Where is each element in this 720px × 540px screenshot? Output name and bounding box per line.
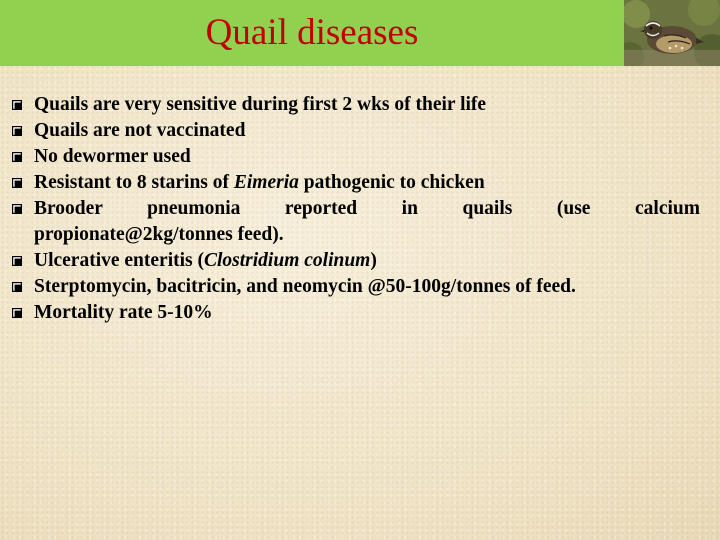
species-name: Clostridium colinum: [204, 250, 371, 271]
square-bullet-icon: [12, 100, 22, 110]
square-bullet-icon: [12, 282, 22, 292]
square-bullet-icon: [12, 308, 22, 318]
square-bullet-icon: [12, 152, 22, 162]
quail-photo: [624, 0, 720, 66]
bullet-list: [0, 92, 720, 326]
list-item: [0, 118, 720, 144]
bullet-text: Mortality rate 5-10%: [34, 302, 213, 323]
bullet-text: [34, 248, 700, 274]
bullet-text-line: Brooder pneumonia reported in quails (use calcium: [34, 198, 700, 219]
bullet-text-part: ): [370, 250, 377, 271]
list-item: [0, 144, 720, 170]
bullet-text-part: pathogenic to chicken: [298, 172, 485, 193]
bullet-text: [34, 196, 700, 248]
list-item: [0, 170, 720, 196]
list-item: [0, 92, 720, 118]
list-item: [0, 196, 720, 248]
square-bullet-icon: [12, 178, 22, 188]
square-bullet-icon: [12, 126, 22, 136]
list-item: [0, 248, 720, 274]
slide-title: Quail diseases: [205, 12, 419, 53]
square-bullet-icon: [12, 256, 22, 266]
bullet-text-part: Resistant to 8 starins of: [34, 172, 234, 193]
species-name: Eimeria: [233, 172, 299, 193]
square-bullet-icon: [12, 204, 22, 214]
bullet-text: No dewormer used: [34, 146, 191, 167]
bullet-text-line: propionate@2kg/tonnes feed).: [34, 224, 284, 245]
quail-bird-icon: [624, 0, 720, 66]
bullet-text: Quails are not vaccinated: [34, 120, 246, 141]
bullet-text: Quails are very sensitive during first 2 wks of their life: [34, 94, 487, 115]
bullet-text: [34, 170, 700, 196]
bullet-text: Sterptomycin, bacitricin, and neomycin @50-100g/tonnes of feed.: [34, 276, 576, 297]
list-item: [0, 274, 720, 300]
title-bar: [0, 0, 624, 66]
list-item: [0, 300, 720, 326]
bullet-text-part: Ulcerative enteritis (: [34, 250, 204, 271]
